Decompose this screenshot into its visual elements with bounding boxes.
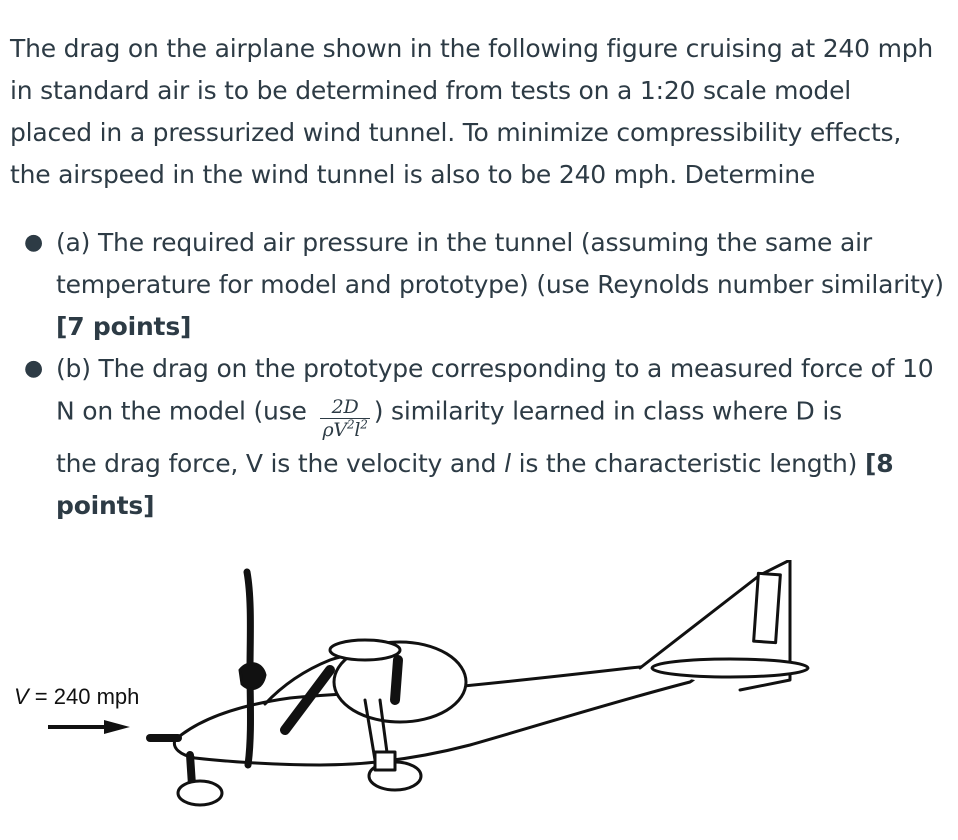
task-b-points: [8 points] [56, 449, 894, 520]
problem-intro: The drag on the airplane shown in the following figure cruising at 240 mph in standard air is to be determined from tests on a 1:20 scale model placed in a pressurized wind tunnel. To minimize compressibility effects, the airspeed in the wind tunnel is also to be 240 mph. Determine [10, 34, 934, 189]
wing-strut-rear [395, 660, 398, 700]
problem-content [10, 28, 945, 527]
airplane-drawing [150, 560, 808, 805]
speed-variable: V [14, 684, 29, 709]
fraction-exp-l: 2 [360, 417, 368, 432]
horizontal-stabilizer [652, 659, 808, 677]
fraction-numerator: 2D [320, 396, 369, 419]
task-b-text-before: (b) The drag on the prototype corresponding to a measured force of 10 N on the model (use [56, 354, 934, 426]
speed-arrow [48, 720, 130, 734]
task-b [24, 348, 945, 527]
task-b-line2-italic: l [504, 449, 511, 478]
task-b-line2 [56, 443, 945, 527]
task-b-line2-b: is the characteristic length) [510, 449, 865, 478]
wing-top [330, 640, 400, 660]
propeller-hub [240, 664, 265, 689]
main-wheel-fairing [375, 752, 395, 770]
airplane-figure [0, 560, 958, 840]
bullet-icon: ● [24, 356, 43, 381]
task-a-text: (a) The required air pressure in the tunnel (assuming the same air temperature for model and prototype) (use Reynolds number similarity) [56, 228, 944, 299]
task-list [10, 222, 945, 527]
rudder [754, 573, 781, 642]
task-a [24, 222, 945, 348]
fraction-rho-v: ρV [322, 419, 347, 441]
fraction-l: l [354, 419, 361, 441]
task-a-points: [7 points] [56, 312, 192, 341]
task-b-line2-a: the drag force, V is the velocity and [56, 449, 505, 478]
drag-coefficient-fraction [320, 396, 369, 441]
bullet-icon: ● [24, 230, 43, 255]
task-b-text-after: ) similarity learned in class where D is [373, 396, 842, 426]
fraction-exp-v: 2 [346, 417, 355, 432]
speed-label [14, 684, 139, 710]
fraction-denominator [320, 419, 369, 441]
speed-value: = 240 mph [28, 684, 140, 709]
nose-wheel [178, 781, 222, 805]
